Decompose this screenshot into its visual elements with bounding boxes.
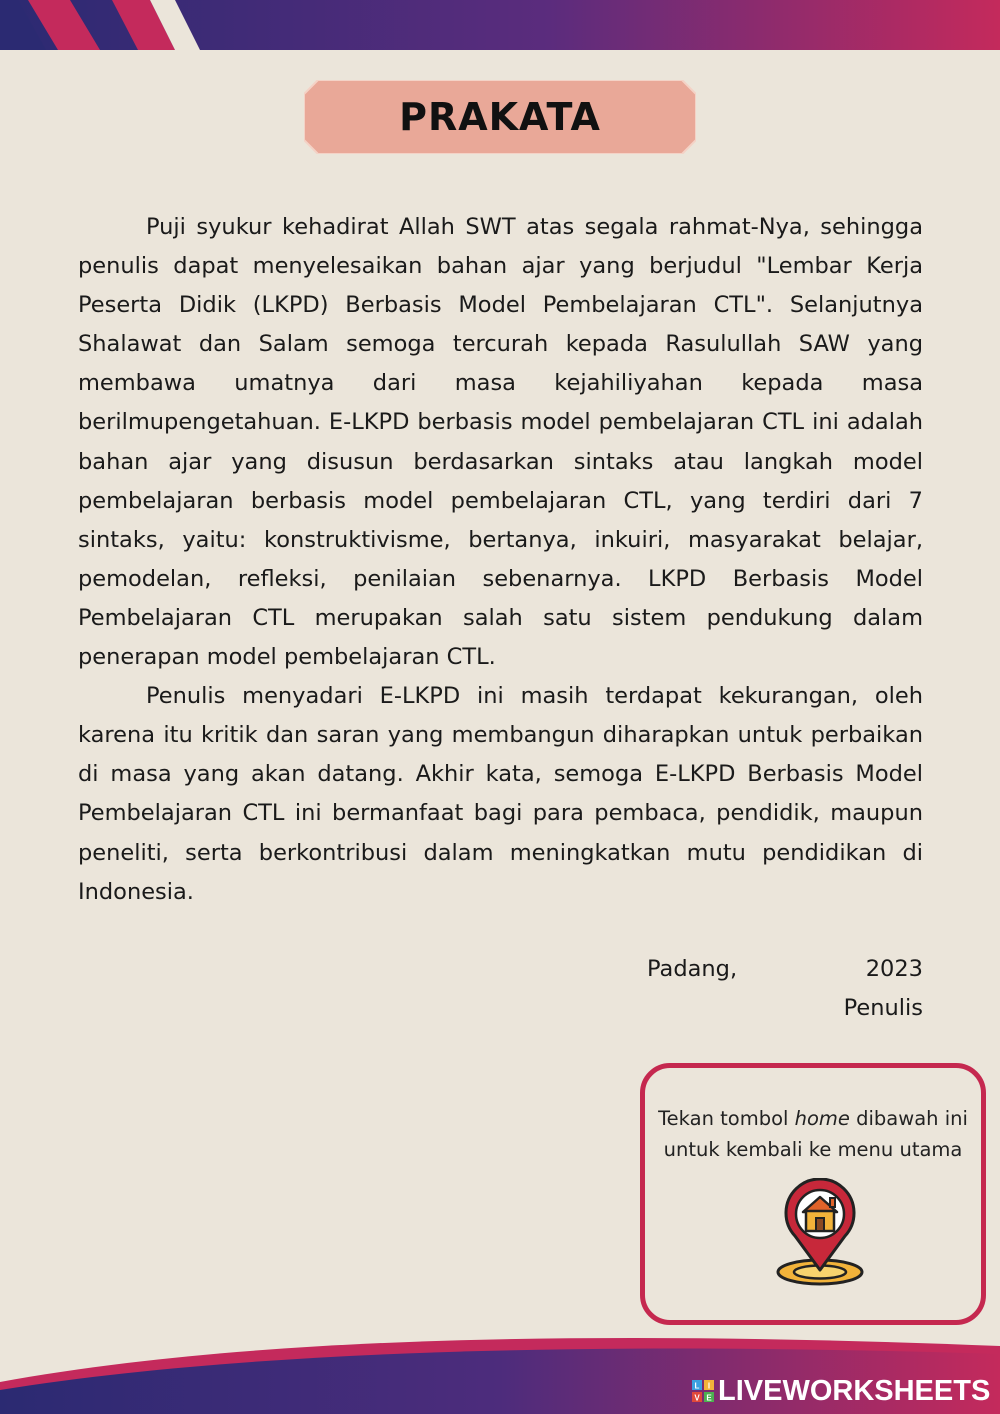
preface-body [78, 208, 923, 912]
home-button[interactable] [775, 1178, 865, 1288]
home-instruction-prefix: Tekan tombol [658, 1107, 795, 1130]
home-navigation-panel [640, 1063, 986, 1325]
liveworksheets-logo-icon [692, 1380, 714, 1402]
home-instruction-line2: untuk kembali ke menu utama [663, 1138, 963, 1161]
logo-letter-l: L [694, 1381, 700, 1391]
page-title: PRAKATA [399, 95, 601, 139]
liveworksheets-brand [692, 1376, 990, 1406]
home-instruction-emphasis: home [794, 1107, 850, 1130]
title-banner [304, 80, 696, 154]
logo-letter-e: E [706, 1393, 712, 1402]
home-instruction [645, 1103, 981, 1165]
top-decorative-band [0, 0, 1000, 50]
home-instruction-suffix: dibawah ini [849, 1107, 968, 1130]
logo-letter-i: I [707, 1381, 711, 1391]
preface-paragraph-1: Puji syukur kehadirat Allah SWT atas segala rahmat-Nya, sehingga penulis dapat menyelesaikan bahan ajar yang berjudul "Lembar Kerja Peserta Didik (LKPD) Berbasis Model Pembelajaran CTL". Selanjutnya Shalawat dan Salam semoga tercurah kepada Rasulullah SAW yang membawa umatnya dari masa kejahiliyahan kepada masa berilmupengetahuan. E-LKPD berbasis model pembelajaran CTL ini adalah bahan ajar yang disusun berdasarkan sintaks atau langkah model pembelajaran berbasis model pembelajaran CTL, yang terdiri dari 7 sintaks, yaitu: konstruktivisme, bertanya, inkuiri, masyarakat belajar, pemodelan, refleksi, penilaian sebenarnya. LKPD Berbasis Model Pembelajaran CTL merupakan salah satu sistem pendukung dalam penerapan model pembelajaran CTL. [78, 214, 923, 671]
preface-paragraph-2: Penulis menyadari E-LKPD ini masih terdapat kekurangan, oleh karena itu kritik dan saran yang membangun diharapkan untuk perbaikan di masa yang akan datang. Akhir kata, semoga E-LKPD Berbasis Model Pembelajaran CTL ini bermanfaat bagi para pembaca, pendidik, maupun peneliti, serta berkontribusi dalam meningkatkan mutu pendidikan di Indonesia. [78, 683, 923, 905]
home-pin-icon [775, 1178, 865, 1288]
logo-letter-v: V [694, 1393, 700, 1402]
signature-place: Padang, [647, 956, 738, 982]
signature-year: 2023 [865, 956, 923, 982]
liveworksheets-wordmark: LIVEWORKSHEETS [718, 1375, 991, 1407]
signature-author: Penulis [843, 995, 923, 1021]
